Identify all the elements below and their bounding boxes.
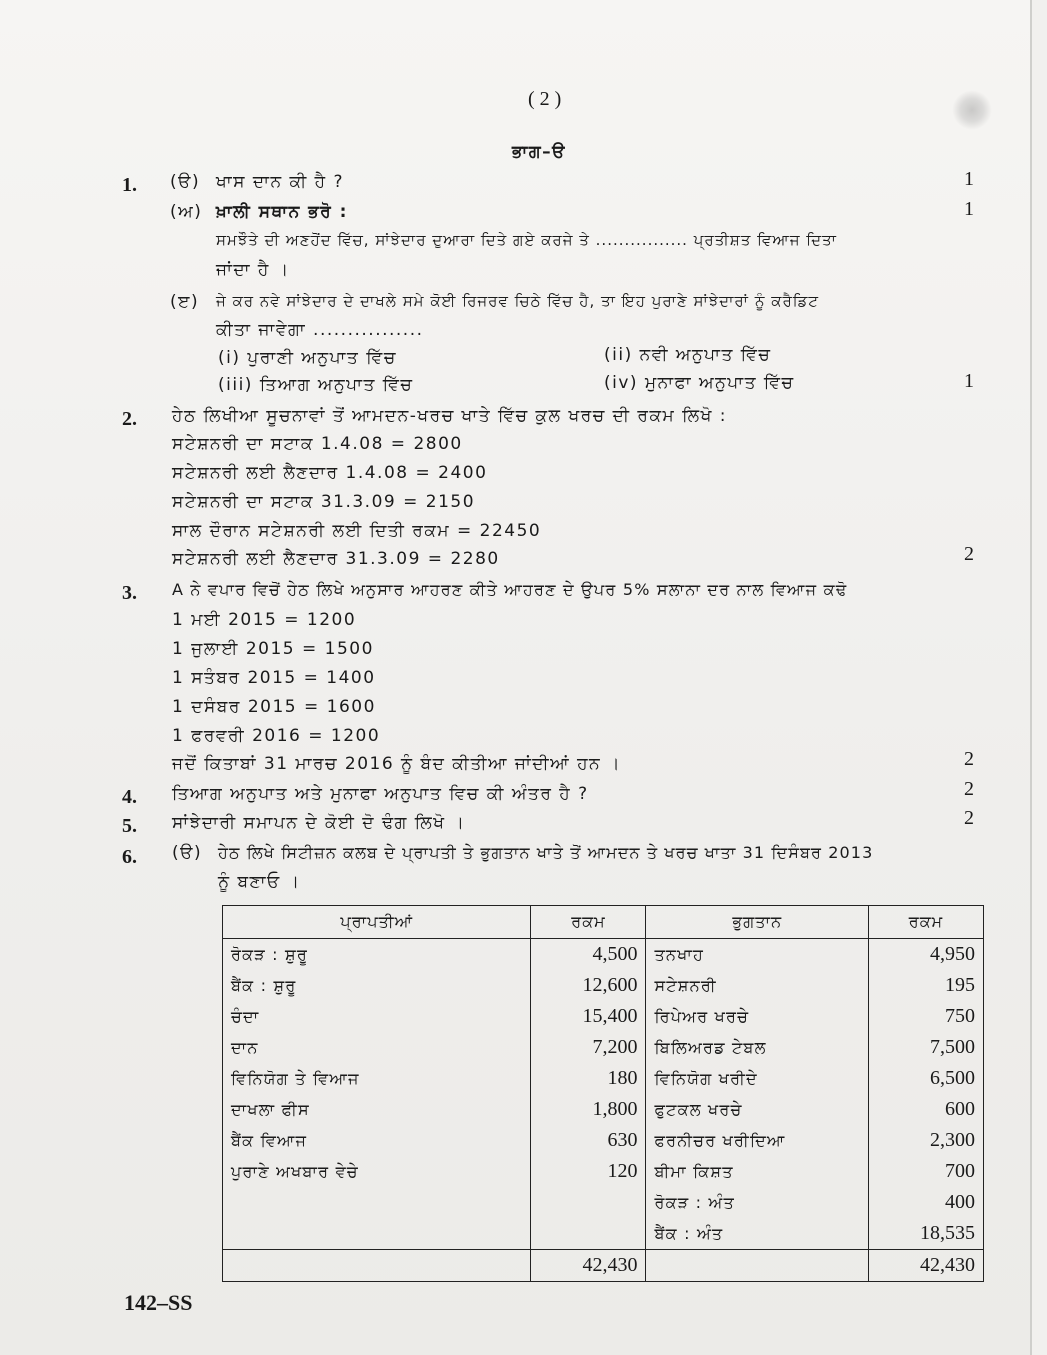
footer-paper-code: 142–SS — [124, 1290, 193, 1315]
q1a-text: ਖਾਸ ਦਾਨ ਕੀ ਹੈ ? — [216, 172, 344, 192]
table-row — [223, 970, 984, 1001]
payment-item: ਬੈਂਕ : ਅੰਤ — [646, 1218, 868, 1250]
q1c-option-i: (i) ਪੁਰਾਣੀ ਅਨੁਪਾਤ ਵਿੱਚ — [218, 348, 397, 368]
payment-item: ਤਨਖਾਹ — [646, 939, 868, 971]
q6a-line2: ਨੂੰ ਬਣਾਓ । — [218, 872, 301, 892]
ink-stamp-mark — [952, 90, 992, 130]
receipt-amount: 7,200 — [531, 1032, 646, 1063]
q5-number: 5. — [122, 815, 137, 837]
payment-amount: 700 — [868, 1156, 983, 1187]
q2-marks: 2 — [964, 543, 974, 565]
q1c-option-iii: (iii) ਤਿਆਗ ਅਨੁਪਾਤ ਵਿੱਚ — [218, 375, 414, 395]
q4-number: 4. — [122, 786, 137, 808]
payment-amount: 750 — [868, 1001, 983, 1032]
q1-number: 1. — [122, 174, 137, 196]
q1b-line1: ਸਮਝੌਤੇ ਦੀ ਅਣਹੋਂਦ ਵਿੱਚ, ਸਾਂਝੇਦਾਰ ਦੁਆਰਾ ਦਿਤੇ ਗਏ ਕਰਜੇ ਤੇ ................ ਪ੍ਰਤੀਸ਼ਤ ਵਿਆਜ ਦਿਤਾ — [216, 231, 837, 249]
receipt-item — [223, 1187, 531, 1218]
payment-amount: 2,300 — [868, 1125, 983, 1156]
table-row — [223, 1063, 984, 1094]
q6-number: 6. — [122, 846, 137, 868]
table-row — [223, 1218, 984, 1250]
receipt-amount: 12,600 — [531, 970, 646, 1001]
q1a-marks: 1 — [964, 168, 974, 190]
q6a-label: (ੳ) — [172, 843, 203, 863]
header-receipts: ਪ੍ਰਾਪਤੀਆਂ — [223, 906, 531, 939]
q3-line-2: 1 ਜੁਲਾਈ 2015 = 1500 — [172, 639, 374, 659]
payment-item: ਫੁਟਕਲ ਖਰਚੇ — [646, 1094, 868, 1125]
receipt-amount — [531, 1218, 646, 1250]
table-row — [223, 1094, 984, 1125]
payment-item: ਰਿਪੇਅਰ ਖਰਚੇ — [646, 1001, 868, 1032]
q1b-line2: ਜਾਂਦਾ ਹੈ । — [216, 260, 290, 280]
table-row — [223, 1001, 984, 1032]
q2-line-3: ਸਟੇਸ਼ਨਰੀ ਦਾ ਸਟਾਕ 31.3.09 = 2150 — [172, 492, 476, 512]
q1c-line1: ਜੇ ਕਰ ਨਵੇ ਸਾਂਝੇਦਾਰ ਦੇ ਦਾਖਲੇ ਸਮੇ ਕੋਈ ਰਿਜਰਵ ਚਿਠੇ ਵਿੱਚ ਹੈ, ਤਾ ਇਹ ਪੁਰਾਣੇ ਸਾਂਝੇਦਾਰਾਂ ਨੂੰ ਕਰੈਡਿਟ — [216, 292, 819, 310]
q2-line-4: ਸਾਲ ਦੌਰਾਨ ਸਟੇਸ਼ਨਰੀ ਲਈ ਦਿਤੀ ਰਕਮ = 22450 — [172, 521, 542, 541]
q1b-marks: 1 — [964, 198, 974, 220]
total-receipts: 42,430 — [531, 1250, 646, 1282]
payment-amount: 18,535 — [868, 1218, 983, 1250]
table-header-row — [223, 906, 984, 939]
payment-amount: 195 — [868, 970, 983, 1001]
q3-closing: ਜਦੋਂ ਕਿਤਾਬਾਂ 31 ਮਾਰਚ 2016 ਨੂੰ ਬੰਦ ਕੀਤੀਆ ਜਾਂਦੀਆਂ ਹਨ । — [172, 754, 622, 774]
q1b-label: (ਅ) — [170, 202, 203, 222]
receipt-amount: 1,800 — [531, 1094, 646, 1125]
receipt-amount: 4,500 — [531, 939, 646, 971]
receipt-item: ਰੋਕੜ : ਸ਼ੁਰੂ — [223, 939, 531, 971]
table-row — [223, 939, 984, 971]
receipt-item: ਚੰਦਾ — [223, 1001, 531, 1032]
receipt-amount: 15,400 — [531, 1001, 646, 1032]
q2-line-5: ਸਟੇਸ਼ਨਰੀ ਲਈ ਲੈਣਦਾਰ 31.3.09 = 2280 — [172, 549, 500, 569]
q3-line-1: 1 ਮਈ 2015 = 1200 — [172, 610, 357, 630]
table-row — [223, 1125, 984, 1156]
payment-amount: 4,950 — [868, 939, 983, 971]
receipts-payments-table — [222, 905, 984, 1282]
receipt-amount: 180 — [531, 1063, 646, 1094]
section-title: ਭਾਗ–ੳ — [512, 142, 566, 162]
receipt-item: ਦਾਨ — [223, 1032, 531, 1063]
header-amount-left: ਰਕਮ — [531, 906, 646, 939]
receipt-item: ਪੁਰਾਣੇ ਅਖਬਾਰ ਵੇਚੇ — [223, 1156, 531, 1187]
total-payments: 42,430 — [868, 1250, 983, 1282]
q5-marks: 2 — [964, 807, 974, 829]
q2-number: 2. — [122, 408, 137, 430]
q1c-marks: 1 — [964, 370, 974, 392]
payment-item: ਬੀਮਾ ਕਿਸ਼ਤ — [646, 1156, 868, 1187]
q3-text: A ਨੇ ਵਪਾਰ ਵਿਚੋਂ ਹੇਠ ਲਿਖੇ ਅਨੁਸਾਰ ਆਹਰਣ ਕੀਤੇ ਆਹਰਣ ਦੇ ਉਪਰ 5% ਸਲਾਨਾ ਦਰ ਨਾਲ ਵਿਆਜ ਕਢੋ — [172, 580, 848, 599]
total-spacer-left — [223, 1250, 531, 1282]
receipt-item: ਬੈਂਕ : ਸ਼ੁਰੂ — [223, 970, 531, 1001]
q3-marks: 2 — [964, 748, 974, 770]
q3-line-5: 1 ਫਰਵਰੀ 2016 = 1200 — [172, 726, 381, 746]
q2-line-2: ਸਟੇਸ਼ਨਰੀ ਲਈ ਲੈਣਦਾਰ 1.4.08 = 2400 — [172, 463, 488, 483]
q4-marks: 2 — [964, 778, 974, 800]
receipt-amount: 630 — [531, 1125, 646, 1156]
payment-amount: 400 — [868, 1187, 983, 1218]
q1c-option-iv: (iv) ਮੁਨਾਫਾ ਅਨੁਪਾਤ ਵਿੱਚ — [604, 373, 795, 393]
header-payments: ਭੁਗਤਾਨ — [646, 906, 868, 939]
q5-text: ਸਾਂਝੇਦਾਰੀ ਸਮਾਪਨ ਦੇ ਕੋਈ ਦੋ ਢੰਗ ਲਿਖੋ । — [172, 813, 466, 833]
receipt-item — [223, 1218, 531, 1250]
q3-number: 3. — [122, 582, 137, 604]
payment-item: ਫਰਨੀਚਰ ਖਰੀਦਿਆ — [646, 1125, 868, 1156]
q4-text: ਤਿਆਗ ਅਨੁਪਾਤ ਅਤੇ ਮੁਨਾਫਾ ਅਨੁਪਾਤ ਵਿਚ ਕੀ ਅੰਤਰ ਹੈ ? — [172, 784, 589, 804]
payment-amount: 6,500 — [868, 1063, 983, 1094]
receipt-item: ਵਿਨਿਯੋਗ ਤੇ ਵਿਆਜ — [223, 1063, 531, 1094]
receipt-item: ਦਾਖਲਾ ਫੀਸ — [223, 1094, 531, 1125]
payment-item: ਬਿਲਿਅਰਡ ਟੇਬਲ — [646, 1032, 868, 1063]
q1c-line2: ਕੀਤਾ ਜਾਵੇਗਾ ................ — [216, 320, 424, 340]
total-spacer-right — [646, 1250, 868, 1282]
payment-item: ਰੋਕੜ : ਅੰਤ — [646, 1187, 868, 1218]
receipt-amount — [531, 1187, 646, 1218]
header-amount-right: ਰਕਮ — [868, 906, 983, 939]
table-row — [223, 1032, 984, 1063]
page-number: ( 2 ) — [528, 88, 562, 110]
q1c-option-ii: (ii) ਨਵੀ ਅਨੁਪਾਤ ਵਿੱਚ — [604, 345, 772, 365]
q1c-label: (ੲ) — [170, 292, 200, 312]
payment-amount: 600 — [868, 1094, 983, 1125]
q2-line-1: ਸਟੇਸ਼ਨਰੀ ਦਾ ਸਟਾਕ 1.4.08 = 2800 — [172, 434, 463, 454]
q1a-label: (ੳ) — [170, 172, 201, 192]
table-row — [223, 1187, 984, 1218]
receipt-item: ਬੈਂਕ ਵਿਆਜ — [223, 1125, 531, 1156]
q6a-line1: ਹੇਠ ਲਿਖੇ ਸਿਟੀਜ਼ਨ ਕਲਬ ਦੇ ਪ੍ਰਾਪਤੀ ਤੇ ਭੁਗਤਾਨ ਖਾਤੇ ਤੋਂ ਆਮਦਨ ਤੇ ਖਰਚ ਖਾਤਾ 31 ਦਿਸੰਬਰ 2013 — [218, 843, 874, 862]
q1b-text: ਖ਼ਾਲੀ ਸਥਾਨ ਭਰੋ : — [216, 202, 348, 222]
payment-item: ਵਿਨਿਯੋਗ ਖਰੀਦੇ — [646, 1063, 868, 1094]
q3-line-4: 1 ਦਸੰਬਰ 2015 = 1600 — [172, 697, 376, 717]
payment-amount: 7,500 — [868, 1032, 983, 1063]
payment-item: ਸਟੇਸ਼ਨਰੀ — [646, 970, 868, 1001]
q3-line-3: 1 ਸਤੰਬਰ 2015 = 1400 — [172, 668, 376, 688]
table-row — [223, 1156, 984, 1187]
q2-text: ਹੇਠ ਲਿਖੀਆ ਸੂਚਨਾਵਾਂ ਤੋਂ ਆਮਦਨ-ਖਰਚ ਖਾਤੇ ਵਿੱਚ ਕੁਲ ਖਰਚ ਦੀ ਰਕਮ ਲਿਖੋ : — [172, 406, 727, 426]
receipt-amount: 120 — [531, 1156, 646, 1187]
table-total-row — [223, 1250, 984, 1282]
